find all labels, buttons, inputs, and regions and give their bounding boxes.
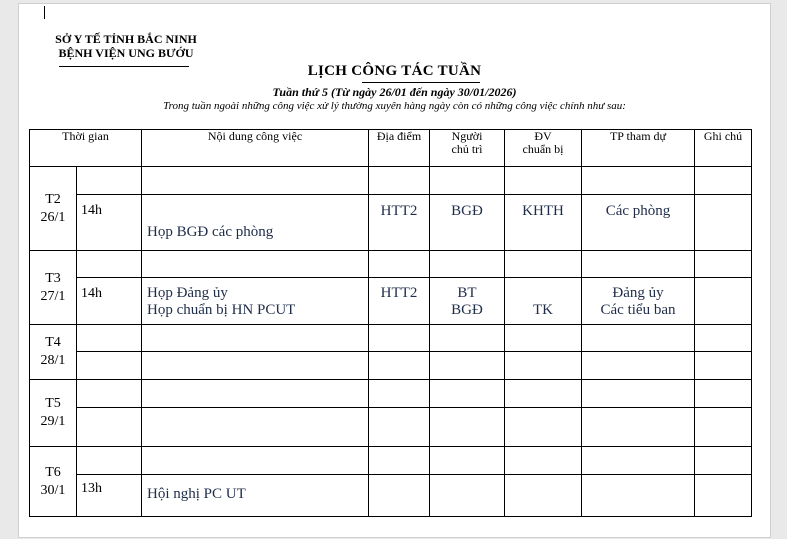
table-row — [30, 380, 752, 408]
day-date: 29/1 — [40, 414, 66, 429]
prep-cell: TK — [505, 278, 582, 325]
col-location: Địa điểm — [369, 130, 430, 167]
day-cell — [30, 167, 77, 251]
host-line-1: BT — [457, 285, 477, 301]
day-label: T2 — [45, 191, 61, 207]
schedule-table — [29, 129, 752, 517]
org-line-2: BỆNH VIỆN UNG BƯỚU — [58, 46, 194, 60]
host-cell: BGĐ — [430, 195, 505, 251]
location-cell: HTT2 — [369, 195, 430, 251]
host-cell — [430, 278, 505, 325]
col-host — [430, 130, 505, 167]
col-notes: Ghi chú — [695, 130, 752, 167]
day-cell — [30, 325, 77, 380]
attendees-cell — [582, 278, 695, 325]
table-row — [30, 251, 752, 278]
table-row — [30, 408, 752, 447]
col-prep — [505, 130, 582, 167]
table-row — [30, 447, 752, 475]
prep-cell: KHTH — [505, 195, 582, 251]
day-date: 26/1 — [40, 209, 66, 225]
content-cell — [142, 278, 369, 325]
table-row — [30, 475, 752, 517]
host-line-2: BGĐ — [451, 302, 483, 318]
table-row — [30, 352, 752, 380]
day-label: T6 — [45, 464, 61, 480]
table-row — [30, 167, 752, 195]
attendees-cell: Các phòng — [582, 195, 695, 251]
day-label: T3 — [45, 270, 61, 286]
day-cell — [30, 447, 77, 517]
table-row — [30, 278, 752, 325]
day-date: 28/1 — [40, 353, 66, 368]
title-underline — [362, 82, 480, 83]
col-host-l2: chủ trì — [451, 142, 483, 156]
day-date: 27/1 — [40, 288, 66, 304]
content-cell: Hội nghị PC UT — [142, 475, 369, 517]
col-content: Nội dung công việc — [142, 130, 369, 167]
text-cursor — [44, 6, 45, 19]
table-row — [30, 325, 752, 352]
location-cell: HTT2 — [369, 278, 430, 325]
time-cell: 14h — [77, 278, 142, 325]
content-cell: Họp BGĐ các phòng — [142, 195, 369, 251]
header-row — [30, 130, 752, 167]
day-cell — [30, 251, 77, 325]
attendees-line-2: Các tiểu ban — [600, 302, 676, 318]
day-label: T5 — [45, 396, 61, 411]
table-row — [30, 195, 752, 251]
content-line-1: Họp Đảng ủy — [147, 285, 228, 301]
organization-header — [41, 32, 211, 60]
content-line-2: Họp chuẩn bị HN PCUT — [147, 302, 296, 318]
document-page — [18, 3, 771, 538]
time-cell: 13h — [77, 475, 142, 517]
col-time: Thời gian — [30, 130, 142, 167]
attendees-line-1: Đảng ủy — [612, 285, 664, 301]
week-subtitle: Tuần thứ 5 (Từ ngày 26/01 đến ngày 30/01/2026) — [272, 85, 517, 99]
col-prep-l2: chuẩn bị — [522, 142, 564, 156]
day-label: T4 — [45, 335, 61, 350]
col-prep-l1: ĐV — [534, 129, 552, 143]
col-host-l1: Người — [451, 129, 483, 143]
day-cell — [30, 380, 77, 447]
org-line-1: SỞ Y TẾ TỈNH BẮC NINH — [55, 32, 197, 46]
page-title: LỊCH CÔNG TÁC TUẦN — [307, 63, 482, 79]
day-date: 30/1 — [40, 482, 66, 498]
col-attendees: TP tham dự — [582, 130, 695, 167]
intro-note: Trong tuần ngoài những công việc xử lý thường xuyên hàng ngày còn có những công việc chính như sau: — [163, 100, 626, 112]
time-cell: 14h — [77, 195, 142, 251]
